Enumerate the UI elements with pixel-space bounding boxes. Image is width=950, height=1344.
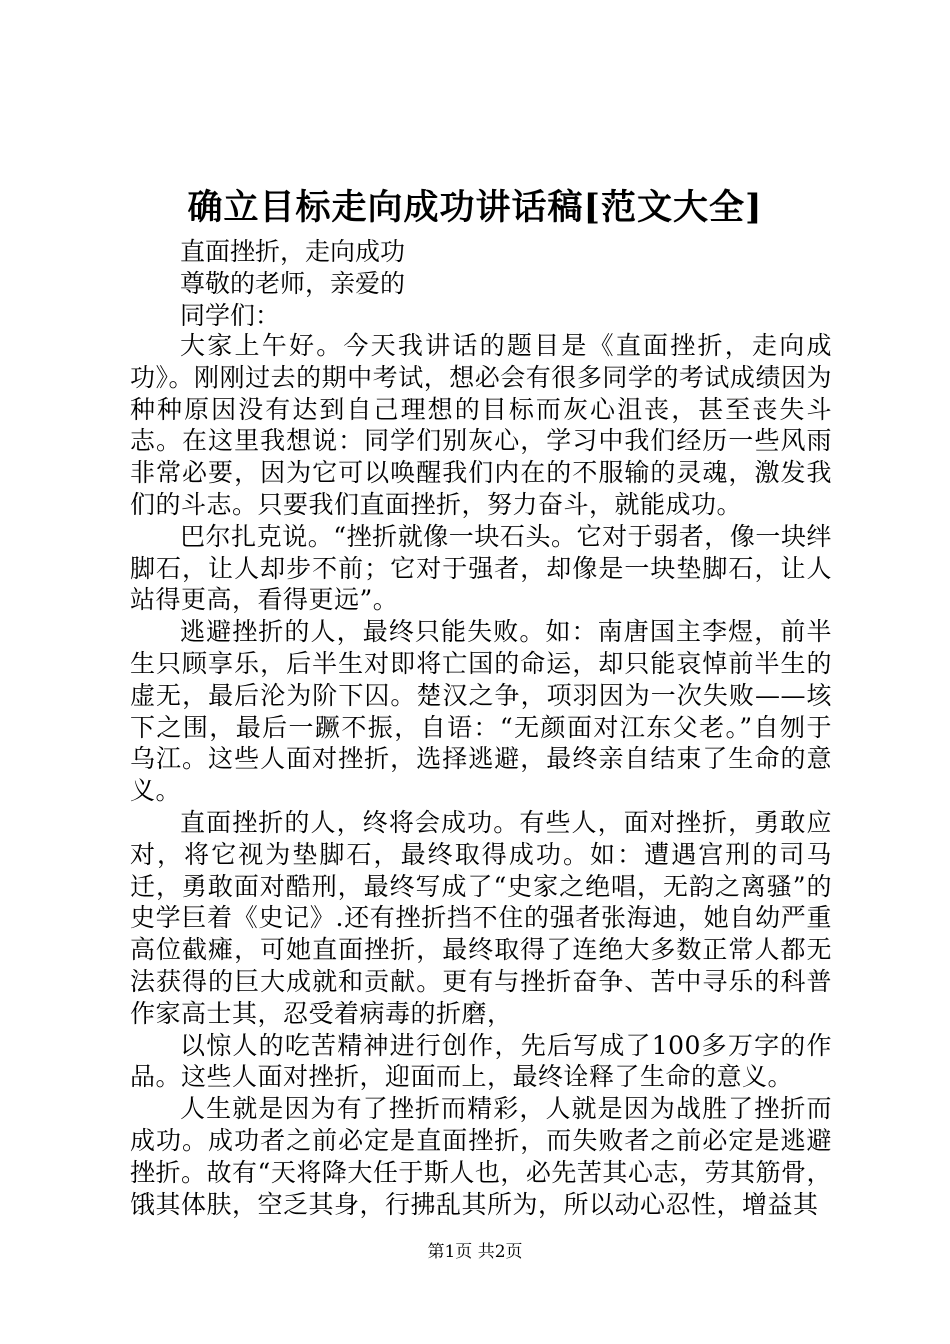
paragraph: 巴尔扎克说。“挫折就像一块石头。它对于弱者，像一块绊脚石，让人却步不前；它对于强者，却像是一块垫脚石，让人站得更高，看得更远”。	[130, 521, 832, 615]
header-line-1: 直面挫折，走向成功	[180, 237, 406, 266]
paragraph: 直面挫折的人，终将会成功。有些人，面对挫折，勇敢应对，将它视为垫脚石，最终取得成功。如：遭遇宫刑的司马迁，勇敢面对酷刑，最终写成了“史家之绝唱，无韵之离骚”的史学巨着《史记》.还有挫折挡不住的强者张海迪，她自幼严重高位截瘫，可她直面挫折，最终取得了连绝大多数正常人都无法获得的巨大成就和贡献。更有与挫折奋争、苦中寻乐的科普作家高士其，忍受着病毒的折磨，	[130, 807, 832, 1028]
paragraph: 大家上午好。今天我讲话的题目是《直面挫折，走向成功》。刚刚过去的期中考试，想必会有很多同学的考试成绩因为种种原因没有达到自己理想的目标而灰心沮丧，甚至丧失斗志。在这里我想说：同学们别灰心，学习中我们经历一些风雨非常必要，因为它可以唤醒我们内在的不服输的灵魂，激发我们的斗志。只要我们直面挫折，努力奋斗，就能成功。	[130, 331, 832, 519]
header-line-2: 尊敬的老师，亲爱的	[180, 269, 406, 298]
paragraph: 逃避挫折的人，最终只能失败。如：南唐国主李煜，前半生只顾享乐，后半生对即将亡国的命运，却只能哀悼前半生的虚无，最后沦为阶下囚。楚汉之争，项羽因为一次失败——垓下之围，最后一蹶不振，自语：“无颜面对江东父老。”自刎于乌江。这些人面对挫折，选择逃避，最终亲自结束了生命的意义。	[130, 617, 832, 806]
document-title: 确立目标走向成功讲话稿[范文大全]	[187, 187, 763, 228]
document-body	[130, 330, 832, 1220]
page-footer: 第1页 共2页	[427, 1242, 523, 1262]
paragraph: 人生就是因为有了挫折而精彩，人就是因为战胜了挫折而成功。成功者之前必定是直面挫折，而失败者之前必定是逃避挫折。故有“天将降大任于斯人也，必先苦其心志，劳其筋骨，饿其体肤，空乏其身，行拂乱其所为，所以动心忍性，增益其	[130, 1094, 832, 1219]
paragraph: 以惊人的吃苦精神进行创作，先后写成了100多万字的作品。这些人面对挫折，迎面而上，最终诠释了生命的意义。	[130, 1030, 832, 1092]
header-line-3: 同学们：	[180, 301, 281, 330]
